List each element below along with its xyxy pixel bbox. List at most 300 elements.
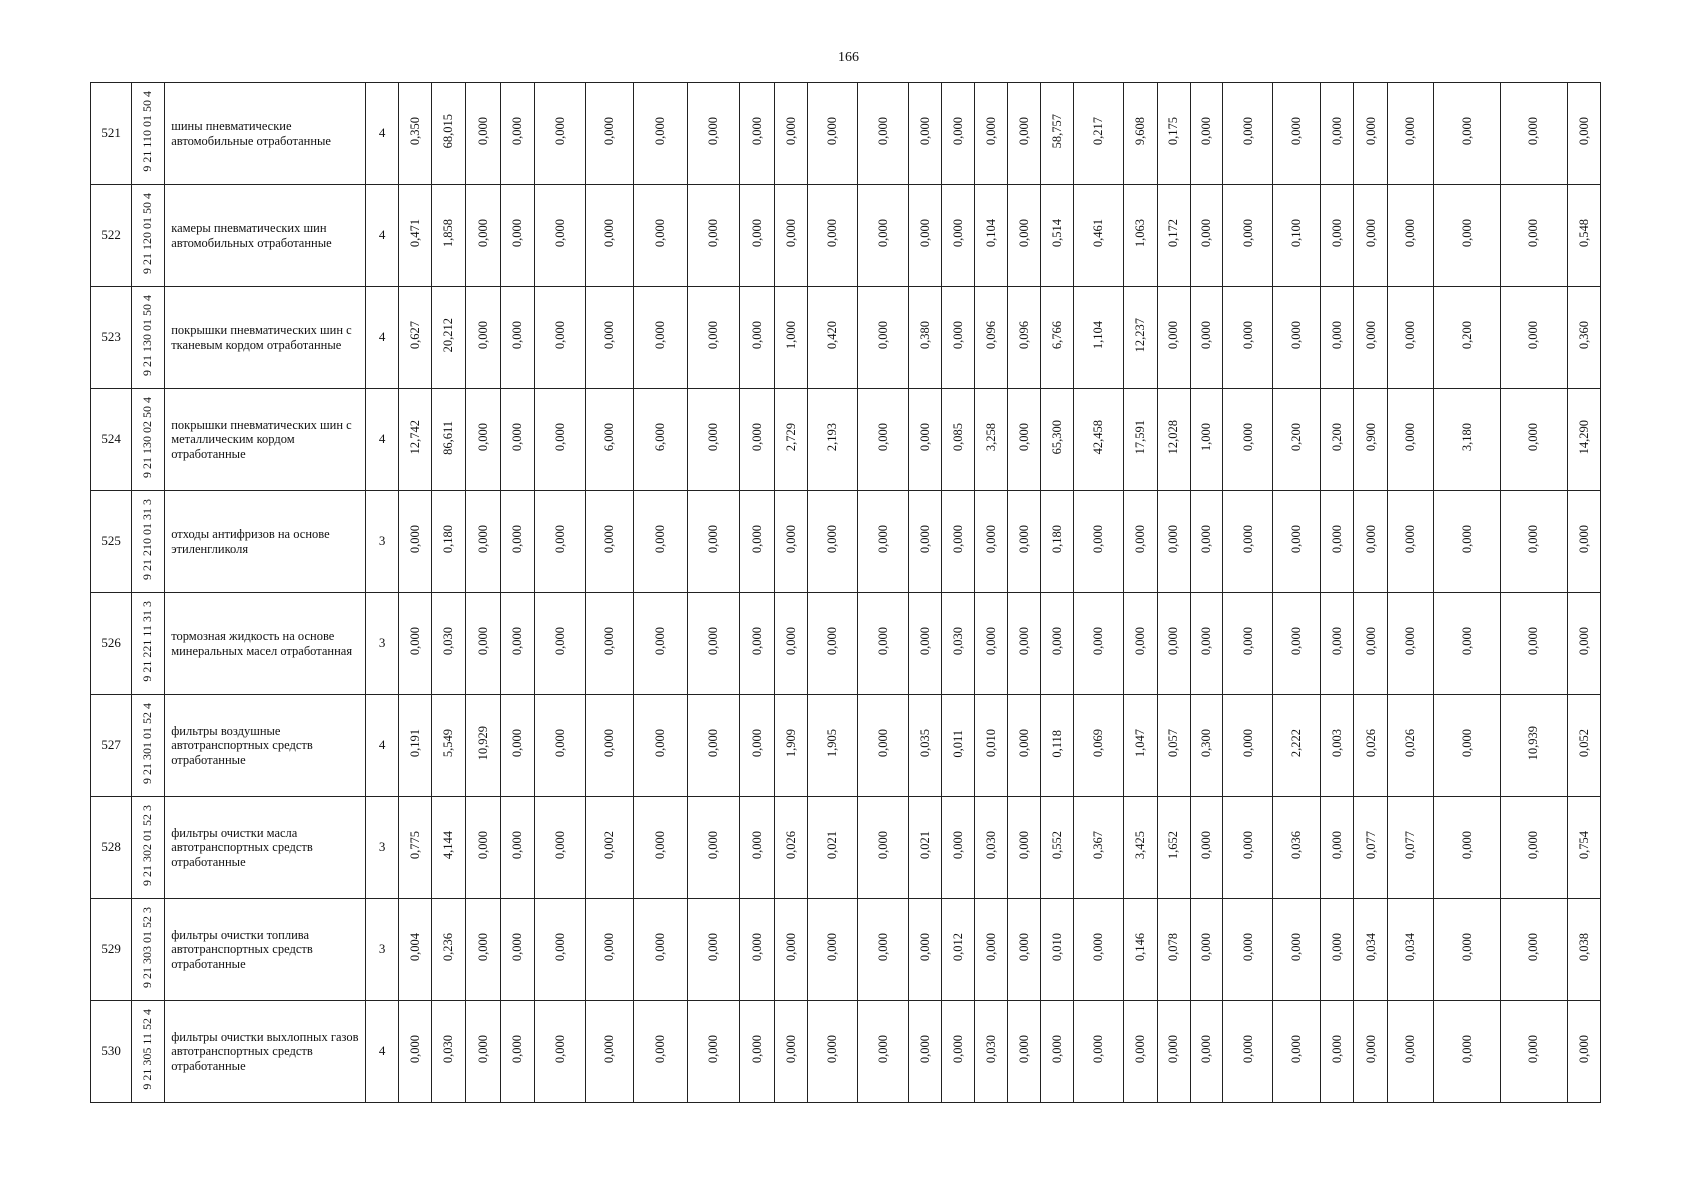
value: 0,000 — [784, 525, 799, 554]
value: 3,425 — [1132, 831, 1147, 860]
value: 0,052 — [1576, 729, 1591, 758]
value: 0,000 — [784, 627, 799, 656]
value: 0,000 — [602, 1035, 617, 1064]
value-cell — [1321, 185, 1354, 287]
value-cell — [585, 185, 633, 287]
value: 0,000 — [1330, 117, 1345, 146]
value: 1,000 — [1199, 423, 1214, 452]
value: 0,000 — [1199, 219, 1214, 248]
value-cell — [1190, 1001, 1223, 1103]
value: 0,000 — [552, 729, 567, 758]
value: 0,069 — [1091, 729, 1106, 758]
value: 0,034 — [1363, 933, 1378, 962]
value-cell — [1074, 1001, 1123, 1103]
value-cell — [1123, 287, 1157, 389]
value: 3,258 — [983, 423, 998, 452]
value-cell — [1041, 287, 1074, 389]
hazard-class-cell: 4 — [366, 83, 399, 185]
value: 0,000 — [750, 729, 765, 758]
value: 0,000 — [510, 933, 525, 962]
value-cell — [1190, 389, 1223, 491]
value-cell — [975, 1001, 1008, 1103]
value: 0,096 — [1016, 321, 1031, 350]
value-cell — [1123, 185, 1157, 287]
table-row — [91, 1001, 1601, 1103]
value: 4,144 — [441, 831, 456, 860]
value-cell — [501, 797, 535, 899]
value: 0,030 — [951, 627, 965, 656]
value: 0,000 — [784, 219, 799, 248]
waste-name-cell: фильтры очистки выхлопных газов автотранспортных средств отработанные — [165, 1001, 366, 1103]
value-cell — [740, 83, 775, 185]
value-cell — [808, 287, 857, 389]
row-number-cell: 521 — [91, 83, 132, 185]
value-cell — [1190, 593, 1223, 695]
value-cell — [466, 287, 501, 389]
value: 1,047 — [1132, 729, 1147, 758]
value: 0,000 — [983, 117, 998, 146]
value: 0,000 — [825, 627, 840, 656]
value: 0,380 — [918, 321, 933, 350]
hazard-class-cell: 4 — [366, 389, 399, 491]
value: 0,000 — [1576, 525, 1591, 554]
value: 0,000 — [1363, 525, 1378, 554]
value-cell — [687, 797, 740, 899]
value: 0,000 — [475, 627, 490, 656]
value-cell — [1354, 287, 1388, 389]
value: 0,000 — [706, 933, 721, 962]
value-cell — [1074, 389, 1123, 491]
value-cell — [585, 797, 633, 899]
value-cell — [1190, 287, 1223, 389]
value: 14,290 — [1576, 420, 1591, 455]
value-cell — [1354, 1001, 1388, 1103]
value: 0,000 — [1526, 933, 1541, 962]
value: 0,000 — [706, 1035, 721, 1064]
row-number-cell: 530 — [91, 1001, 132, 1103]
value-cell — [687, 83, 740, 185]
value-cell — [909, 695, 942, 797]
value: 0,000 — [1330, 321, 1345, 350]
value: 0,000 — [875, 729, 890, 758]
waste-name-cell: отходы антифризов на основе этиленгликоля — [165, 491, 366, 593]
value: 0,000 — [1576, 117, 1591, 146]
value: 6,000 — [653, 423, 668, 452]
value-cell — [975, 797, 1008, 899]
value-cell — [942, 899, 975, 1001]
value-cell — [740, 491, 775, 593]
hazard-class-cell: 3 — [366, 899, 399, 1001]
value: 0,000 — [552, 117, 567, 146]
value-cell — [432, 287, 466, 389]
value-cell — [501, 185, 535, 287]
waste-name-cell: тормозная жидкость на основе минеральных масел отработанная — [165, 593, 366, 695]
value: 0,000 — [875, 933, 890, 962]
value: 0,000 — [750, 321, 765, 350]
value-cell — [1223, 287, 1272, 389]
value: 0,000 — [1403, 627, 1418, 656]
value-cell — [942, 593, 975, 695]
value: 0,000 — [1016, 423, 1031, 452]
value-cell — [1500, 389, 1567, 491]
value-cell — [1433, 695, 1500, 797]
value-cell — [1123, 1001, 1157, 1103]
value-cell — [740, 1001, 775, 1103]
value: 68,015 — [441, 114, 456, 149]
value: 0,000 — [983, 627, 998, 656]
value-cell — [775, 695, 808, 797]
waste-table — [90, 82, 1601, 1103]
value-cell — [687, 287, 740, 389]
value-cell — [466, 185, 501, 287]
value-cell — [1041, 491, 1074, 593]
waste-code: 9 21 110 01 50 4 — [140, 91, 155, 172]
value-cell — [1123, 83, 1157, 185]
value: 1,905 — [825, 729, 840, 758]
value: 12,028 — [1166, 420, 1181, 455]
value: 0,000 — [602, 219, 617, 248]
waste-name-cell: покрышки пневматических шин с тканевым кордом отработанные — [165, 287, 366, 389]
value: 0,000 — [653, 729, 668, 758]
value-cell — [775, 593, 808, 695]
value-cell — [432, 899, 466, 1001]
value: 0,000 — [510, 117, 525, 146]
value: 0,003 — [1330, 729, 1345, 758]
value-cell — [1157, 83, 1190, 185]
value: 0,000 — [1016, 117, 1031, 146]
value: 0,000 — [1459, 627, 1474, 656]
value-cell — [1272, 83, 1320, 185]
value: 0,000 — [750, 627, 765, 656]
value: 1,909 — [784, 729, 799, 758]
value: 0,000 — [1240, 729, 1255, 758]
value: 0,000 — [552, 219, 567, 248]
value: 2,222 — [1289, 729, 1304, 758]
value: 0,030 — [983, 1035, 998, 1064]
value-cell — [432, 185, 466, 287]
value: 0,000 — [1403, 321, 1418, 350]
value-cell — [1321, 899, 1354, 1001]
waste-code-cell — [132, 491, 165, 593]
waste-code: 9 21 301 01 52 4 — [140, 703, 155, 785]
value: 0,004 — [407, 933, 422, 962]
value-cell — [1272, 389, 1320, 491]
value: 0,000 — [475, 321, 490, 350]
value: 0,000 — [1363, 627, 1378, 656]
value: 0,000 — [750, 933, 765, 962]
value-cell — [1272, 593, 1320, 695]
value-cell — [1041, 695, 1074, 797]
value: 0,000 — [653, 933, 668, 962]
row-number-cell: 522 — [91, 185, 132, 287]
table-row — [91, 899, 1601, 1001]
value-cell — [634, 593, 688, 695]
value: 0,000 — [510, 525, 525, 554]
value-cell — [740, 287, 775, 389]
value: 0,000 — [1240, 423, 1255, 452]
value: 0,000 — [1289, 627, 1304, 656]
table-row — [91, 83, 1601, 185]
value-cell — [1074, 695, 1123, 797]
waste-name-cell: покрышки пневматических шин с металлическим кордом отработанные — [165, 389, 366, 491]
value: 0,000 — [918, 1035, 933, 1064]
value-cell — [1008, 83, 1041, 185]
value-cell — [1190, 185, 1223, 287]
value-cell — [1074, 287, 1123, 389]
waste-name-cell: фильтры очистки топлива автотранспортных средств отработанные — [165, 899, 366, 1001]
value-cell — [1388, 899, 1433, 1001]
value-cell — [1190, 83, 1223, 185]
value: 0,300 — [1199, 729, 1214, 758]
value-cell — [740, 797, 775, 899]
value: 0,000 — [825, 525, 840, 554]
waste-code-cell — [132, 185, 165, 287]
value: 3,180 — [1459, 423, 1474, 452]
value-cell — [1157, 899, 1190, 1001]
waste-code: 9 21 130 01 50 4 — [140, 295, 155, 377]
value-cell — [1074, 185, 1123, 287]
value: 0,000 — [1289, 117, 1304, 146]
value-cell — [1567, 1001, 1600, 1103]
waste-name-cell: фильтры воздушные автотранспортных средств отработанные — [165, 695, 366, 797]
waste-name-cell: шины пневматические автомобильные отработанные — [165, 83, 366, 185]
table-body — [91, 83, 1601, 1103]
value-cell — [1041, 899, 1074, 1001]
value: 0,000 — [1240, 321, 1255, 350]
value: 0,000 — [1016, 729, 1031, 758]
table-row — [91, 389, 1601, 491]
value-cell — [1123, 899, 1157, 1001]
value: 0,000 — [1330, 627, 1345, 656]
value-cell — [1123, 797, 1157, 899]
value: 0,000 — [653, 525, 668, 554]
value-cell — [909, 593, 942, 695]
value-cell — [808, 593, 857, 695]
value: 0,000 — [706, 627, 721, 656]
value-cell — [1388, 593, 1433, 695]
value: 0,000 — [1289, 933, 1304, 962]
value-cell — [399, 797, 432, 899]
value: 0,000 — [784, 117, 799, 146]
value-cell — [399, 389, 432, 491]
value: 0,077 — [1363, 831, 1378, 860]
value-cell — [501, 1001, 535, 1103]
value-cell — [432, 1001, 466, 1103]
value-cell — [1272, 695, 1320, 797]
table-row — [91, 593, 1601, 695]
value-cell — [634, 389, 688, 491]
value: 0,034 — [1403, 933, 1418, 962]
value: 0,000 — [750, 525, 765, 554]
value-cell — [909, 83, 942, 185]
value-cell — [857, 83, 909, 185]
value-cell — [1157, 287, 1190, 389]
value: 0,000 — [602, 729, 617, 758]
value: 0,000 — [1240, 627, 1255, 656]
value: 0,000 — [1363, 1035, 1378, 1064]
value-cell — [687, 491, 740, 593]
value: 0,000 — [951, 321, 965, 350]
value: 0,000 — [1526, 831, 1541, 860]
value-cell — [535, 287, 586, 389]
value: 0,000 — [1330, 933, 1345, 962]
value: 0,754 — [1576, 831, 1591, 860]
value: 0,000 — [1526, 1035, 1541, 1064]
value-cell — [942, 83, 975, 185]
value-cell — [1008, 1001, 1041, 1103]
value: 0,000 — [1199, 321, 1214, 350]
value-cell — [585, 491, 633, 593]
value: 1,000 — [784, 321, 799, 350]
value: 0,000 — [1240, 831, 1255, 860]
value-cell — [535, 695, 586, 797]
value: 0,057 — [1166, 729, 1181, 758]
waste-code: 9 21 120 01 50 4 — [140, 193, 155, 275]
value-cell — [857, 899, 909, 1001]
value-cell — [1123, 491, 1157, 593]
value-cell — [808, 185, 857, 287]
value: 0,000 — [407, 627, 422, 656]
value-cell — [501, 899, 535, 1001]
value-cell — [775, 83, 808, 185]
value-cell — [1433, 491, 1500, 593]
value-cell — [1190, 695, 1223, 797]
value-cell — [1223, 491, 1272, 593]
value: 0,000 — [1091, 933, 1106, 962]
value: 0,000 — [653, 219, 668, 248]
value: 0,000 — [1459, 219, 1474, 248]
value-cell — [975, 899, 1008, 1001]
value: 0,000 — [510, 219, 525, 248]
value-cell — [1433, 593, 1500, 695]
value-cell — [432, 83, 466, 185]
value: 65,300 — [1049, 420, 1064, 455]
value: 0,000 — [875, 321, 890, 350]
value-cell — [1354, 695, 1388, 797]
value: 0,000 — [750, 1035, 765, 1064]
value-cell — [1157, 1001, 1190, 1103]
value-cell — [1354, 899, 1388, 1001]
value: 0,000 — [653, 1035, 668, 1064]
value: 0,000 — [1289, 525, 1304, 554]
value-cell — [975, 389, 1008, 491]
value-cell — [775, 797, 808, 899]
value-cell — [399, 83, 432, 185]
value-cell — [1223, 389, 1272, 491]
value-cell — [1123, 389, 1157, 491]
value-cell — [535, 491, 586, 593]
value: 0,000 — [1091, 627, 1106, 656]
value-cell — [1041, 389, 1074, 491]
value: 0,000 — [1199, 627, 1214, 656]
value-cell — [1008, 185, 1041, 287]
value-cell — [1388, 185, 1433, 287]
value-cell — [1157, 491, 1190, 593]
value-cell — [1272, 797, 1320, 899]
value-cell — [808, 83, 857, 185]
value: 0,030 — [983, 831, 998, 860]
value-cell — [466, 695, 501, 797]
value: 0,000 — [510, 831, 525, 860]
value-cell — [857, 1001, 909, 1103]
waste-code: 9 21 221 11 31 3 — [140, 601, 155, 682]
value-cell — [909, 389, 942, 491]
value: 0,000 — [1403, 117, 1418, 146]
value: 0,000 — [1459, 933, 1474, 962]
value: 0,000 — [1132, 1035, 1147, 1064]
value-cell — [1157, 389, 1190, 491]
value: 0,000 — [951, 1035, 965, 1064]
value: 0,000 — [1289, 321, 1304, 350]
value: 0,000 — [1240, 525, 1255, 554]
value: 0,000 — [475, 933, 490, 962]
value-cell — [1354, 593, 1388, 695]
value: 0,000 — [875, 117, 890, 146]
value: 0,012 — [951, 933, 965, 962]
value-cell — [942, 287, 975, 389]
value: 0,000 — [552, 831, 567, 860]
value: 0,118 — [1049, 729, 1064, 758]
waste-code: 9 21 303 01 52 3 — [140, 907, 155, 989]
value-cell — [501, 389, 535, 491]
value-cell — [1433, 185, 1500, 287]
table-row — [91, 695, 1601, 797]
value: 0,000 — [706, 321, 721, 350]
value: 0,000 — [552, 933, 567, 962]
value-cell — [1433, 389, 1500, 491]
value: 2,729 — [784, 423, 799, 452]
value: 0,000 — [1459, 831, 1474, 860]
value-cell — [585, 1001, 633, 1103]
value: 0,000 — [918, 423, 933, 452]
value: 0,000 — [1459, 525, 1474, 554]
value: 0,000 — [706, 525, 721, 554]
value-cell — [634, 1001, 688, 1103]
value-cell — [942, 491, 975, 593]
value: 0,350 — [407, 117, 422, 146]
value: 0,000 — [475, 831, 490, 860]
value: 0,104 — [983, 219, 998, 248]
value: 0,000 — [951, 117, 965, 146]
value: 0,000 — [1240, 117, 1255, 146]
value: 0,000 — [918, 219, 933, 248]
value: 0,000 — [1363, 219, 1378, 248]
value: 0,077 — [1403, 831, 1418, 860]
value-cell — [1567, 899, 1600, 1001]
value: 0,000 — [918, 525, 933, 554]
value: 1,063 — [1132, 219, 1147, 248]
hazard-class-cell: 4 — [366, 695, 399, 797]
value: 0,000 — [552, 1035, 567, 1064]
value: 0,000 — [1459, 1035, 1474, 1064]
value: 0,000 — [825, 117, 840, 146]
value: 0,000 — [750, 423, 765, 452]
value: 0,552 — [1049, 831, 1064, 860]
value-cell — [585, 287, 633, 389]
value-cell — [399, 695, 432, 797]
value: 0,100 — [1289, 219, 1304, 248]
value: 0,000 — [475, 1035, 490, 1064]
value: 0,026 — [784, 831, 799, 860]
row-number-cell: 523 — [91, 287, 132, 389]
value-cell — [775, 287, 808, 389]
value-cell — [1321, 593, 1354, 695]
value: 0,000 — [706, 729, 721, 758]
value-cell — [942, 1001, 975, 1103]
value: 0,000 — [1403, 1035, 1418, 1064]
value: 0,000 — [1166, 627, 1181, 656]
value: 0,000 — [602, 627, 617, 656]
